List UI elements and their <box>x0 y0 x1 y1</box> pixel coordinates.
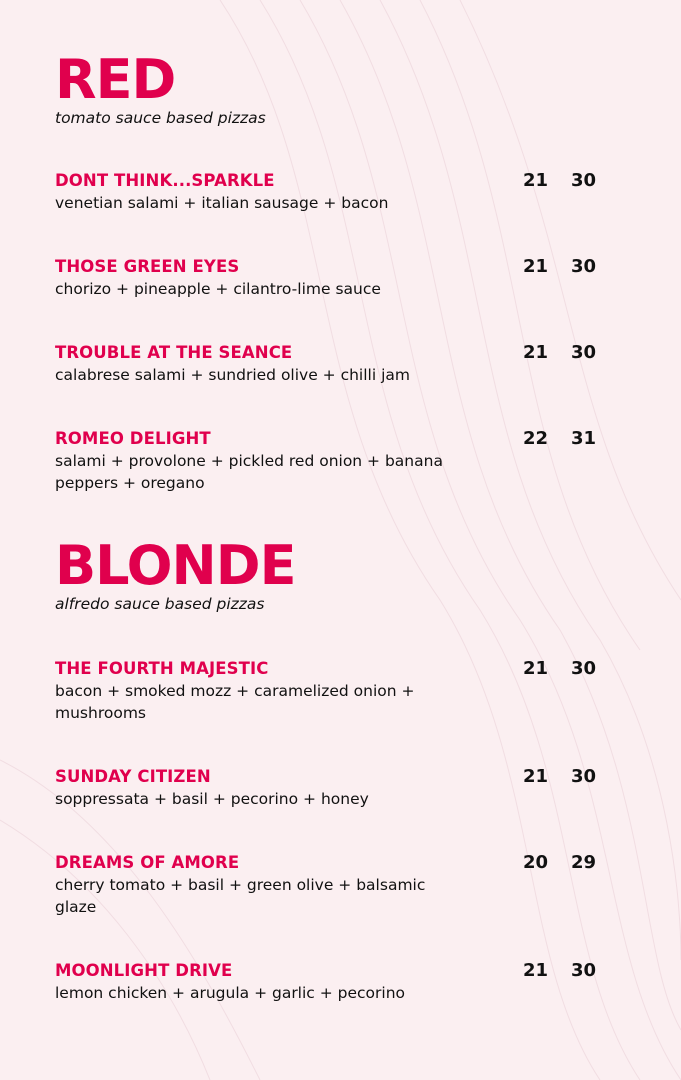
price-small: 20 <box>523 852 549 873</box>
item-description: venetian salami + italian sausage + bacon <box>55 194 389 212</box>
price-large: 29 <box>571 852 597 873</box>
price-large: 30 <box>571 658 597 679</box>
price-large: 30 <box>571 256 597 277</box>
section-title: RED <box>55 48 176 111</box>
item-name: MOONLIGHT DRIVE <box>55 961 233 980</box>
price-small: 21 <box>523 342 549 363</box>
price-large: 30 <box>571 342 597 363</box>
menu-item <box>55 658 625 724</box>
menu-item <box>55 170 625 214</box>
price-large: 31 <box>571 428 597 449</box>
section-subtitle: alfredo sauce based pizzas <box>55 595 265 613</box>
item-name: THE FOURTH MAJESTIC <box>55 659 269 678</box>
menu-item <box>55 256 625 300</box>
price-large: 30 <box>571 170 597 191</box>
menu-item <box>55 960 625 1004</box>
price-small: 21 <box>523 766 549 787</box>
item-description: lemon chicken + arugula + garlic + pecorino <box>55 984 406 1002</box>
section-subtitle: tomato sauce based pizzas <box>55 109 266 127</box>
section-red-header <box>55 48 625 128</box>
item-description: cherry tomato + basil + green olive + balsamic glaze <box>55 876 426 916</box>
item-description: soppressata + basil + pecorino + honey <box>55 790 369 808</box>
item-name: THOSE GREEN EYES <box>55 257 240 276</box>
price-large: 30 <box>571 766 597 787</box>
price-small: 21 <box>523 960 549 981</box>
menu-item <box>55 428 625 494</box>
item-name: SUNDAY CITIZEN <box>55 767 211 786</box>
menu-item <box>55 766 625 810</box>
item-name: DONT THINK...SPARKLE <box>55 171 275 190</box>
item-description: chorizo + pineapple + cilantro-lime sauce <box>55 280 381 298</box>
price-large: 30 <box>571 960 597 981</box>
price-small: 21 <box>523 256 549 277</box>
item-name: DREAMS OF AMORE <box>55 853 240 872</box>
menu-item <box>55 342 625 386</box>
menu-item <box>55 852 625 918</box>
item-name: ROMEO DELIGHT <box>55 429 211 448</box>
price-small: 21 <box>523 658 549 679</box>
section-blonde-header <box>55 534 625 614</box>
item-description: calabrese salami + sundried olive + chilli jam <box>55 366 410 384</box>
item-description: salami + provolone + pickled red onion + banana peppers + oregano <box>55 452 443 492</box>
section-title: BLONDE <box>55 534 296 597</box>
item-description: bacon + smoked mozz + caramelized onion + mushrooms <box>55 682 415 722</box>
price-small: 22 <box>523 428 549 449</box>
item-name: TROUBLE AT THE SEANCE <box>55 343 293 362</box>
price-small: 21 <box>523 170 549 191</box>
